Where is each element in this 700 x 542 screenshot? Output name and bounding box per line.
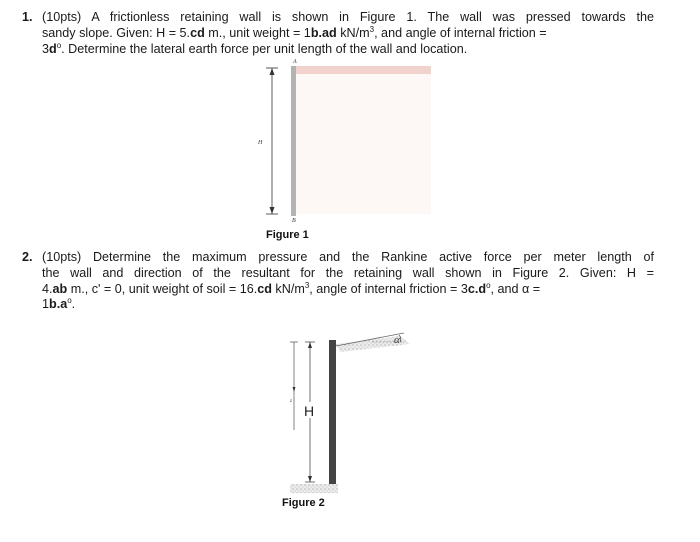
superscript: 3 xyxy=(304,280,310,290)
problem-1-text: , and angle of internal friction = xyxy=(374,25,547,40)
problem-2-variable: b.a xyxy=(49,297,68,312)
figure-2-label-h: H xyxy=(304,403,315,419)
problem-2-variable: c.d xyxy=(467,281,487,296)
problem-2-number: 2. xyxy=(22,250,33,264)
problem-2-text: , angle of internal friction = 3 xyxy=(309,281,468,296)
problem-1-number: 1. xyxy=(22,10,33,24)
figure-2-label-alpha: α xyxy=(394,334,400,346)
figure-2-caption: Figure 2 xyxy=(282,497,325,509)
problem-1-text: kN/m xyxy=(336,25,370,40)
problem-2-text: the wall and direction of the resultant for the retaining wall shown in Figure 2. Given: H = xyxy=(42,265,654,280)
problem-2-text: kN/m xyxy=(271,281,305,296)
problem-2-text: 1 xyxy=(42,297,50,312)
problem-1-text: (10pts) A frictionless retaining wall is shown in Figure 1. The wall was pressed towards the xyxy=(42,10,654,24)
degree-superscript: o xyxy=(67,296,72,306)
figure-2-depth-arrow-down xyxy=(293,387,296,392)
problem-2-variable: ab xyxy=(52,281,68,296)
figure-1-label-b: B xyxy=(292,218,296,224)
figure-1-caption: Figure 1 xyxy=(266,229,309,241)
problem-2-text: , and α = xyxy=(490,281,541,296)
figure-2-base-soil xyxy=(290,484,338,493)
problem-2-text: (10pts) Determine the maximum pressure and the Rankine active force per meter length of xyxy=(42,250,654,264)
problem-1-variable: b.ad xyxy=(310,25,337,40)
problem-1-text: m., unit weight = 1 xyxy=(204,25,311,40)
figure-2-label-z: z xyxy=(290,399,292,404)
problem-2-text: 4. xyxy=(42,281,53,296)
problem-2-variable: cd xyxy=(257,281,272,296)
problem-1-variable: d xyxy=(49,41,57,56)
problem-1-text: . Determine the lateral earth force per unit length of the wall and location. xyxy=(61,41,468,56)
superscript: 3 xyxy=(369,24,375,34)
figure-2-arrow-down xyxy=(308,476,312,482)
problem-2-text: m., c' = 0, unit weight of soil = 16. xyxy=(67,281,258,296)
figure-1-label-a: A xyxy=(293,59,297,65)
figure-1-label-h: H xyxy=(258,140,263,146)
figure-2-arrow-up xyxy=(308,342,312,348)
problem-1-text: 3 xyxy=(42,41,50,56)
problem-1-text: sandy slope. Given: H = 5. xyxy=(42,25,191,40)
problem-2-text: . xyxy=(71,297,76,312)
figure-2-wall xyxy=(329,340,336,484)
problem-1-variable: cd xyxy=(190,25,205,40)
degree-superscript: o xyxy=(56,40,62,50)
degree-superscript: o xyxy=(486,280,491,290)
